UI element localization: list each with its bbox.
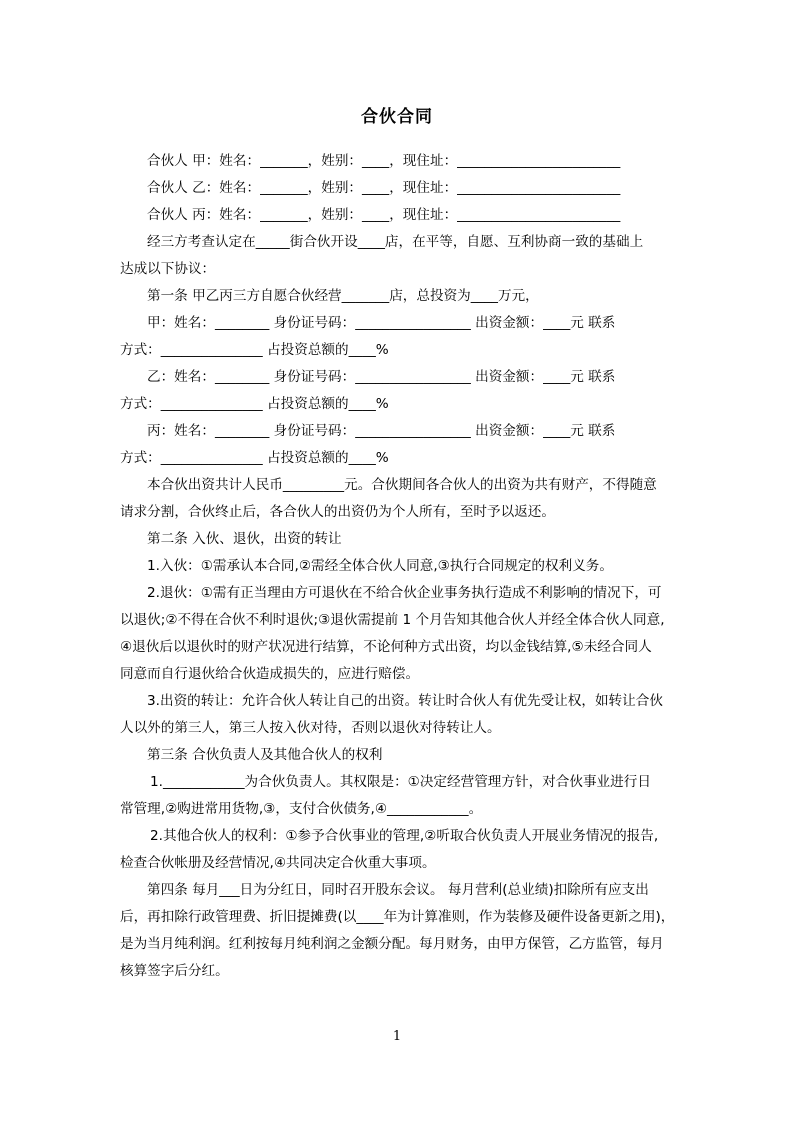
text-line: 丙：姓名：________ 身份证号码：_________________ 出资金额：____元 联系	[147, 423, 616, 439]
text-line: 合伙人 丙：姓名：_______，姓别：____，现住址：________________________	[147, 207, 621, 223]
text-line: 3.出资的转让：允许合伙人转让自己的出资。转让时合伙人有优先受让权，如转让合伙	[147, 693, 663, 709]
text-line: 以退伙;②不得在合伙不利时退伙;③退伙需提前 1 个月告知其他合伙人并经全体合伙人同意,	[120, 612, 665, 628]
text-line: 后，再扣除行政管理费、折旧提摊费(以____年为计算准则，作为装修及硬件设备更新之用)，	[120, 909, 675, 925]
text-line: 方式：_______________ 占投资总额的____%	[120, 450, 389, 466]
text-line: 经三方考查认定在_____街合伙开设____店，在平等，自愿、互利协商一致的基础上	[147, 234, 644, 250]
text-line: ④退伙后以退伙时的财产状况进行结算，不论何种方式出资，均以金钱结算,⑤未经合同人	[120, 639, 652, 655]
text-line: 常管理,②购进常用货物,③，支付合伙债务,④____________。	[120, 801, 483, 817]
text-line: 方式：_______________ 占投资总额的____%	[120, 396, 389, 412]
text-line: 第四条 每月___日为分红日，同时召开股东会议。 每月营利(总业绩)扣除所有应支出	[147, 882, 649, 898]
text-line: 第三条 合伙负责人及其他合伙人的权利	[147, 747, 383, 763]
contract-body	[120, 148, 676, 985]
text-line: 第二条 入伙、退伙，出资的转让	[147, 531, 342, 547]
text-line: 合伙人 甲：姓名：_______，姓别：____，现住址：________________________	[147, 153, 621, 169]
text-line: 达成以下协议：	[120, 261, 216, 277]
text-line: 2.退伙：①需有正当理由方可退伙在不给合伙企业事务执行造成不利影响的情况下，可	[147, 585, 662, 601]
text-line: 乙：姓名：________ 身份证号码：_________________ 出资金额：____元 联系	[147, 369, 616, 385]
text-line: 核算签字后分红。	[120, 963, 229, 979]
text-line: 方式：_______________ 占投资总额的____%	[120, 342, 389, 358]
text-line: 人以外的第三人，第三人按入伙对待，否则以退伙对待转让人。	[120, 720, 501, 736]
text-line: 2.其他合伙人的权利：①参予合伙事业的管理,②听取合伙负责人开展业务情况的报告,	[150, 828, 659, 844]
text-line: 请求分割，合伙终止后，各合伙人的出资仍为个人所有，至时予以返还。	[120, 504, 555, 520]
text-line: 1.入伙：①需承认本合同,②需经全体合伙人同意,③执行合同规定的权利义务。	[147, 558, 613, 574]
text-line: 合伙人 乙：姓名：_______，姓别：____，现住址：________________________	[147, 180, 621, 196]
text-line: 1.____________为合伙负责人。其权限是：①决定经营管理方针，对合伙事业进行日	[150, 774, 651, 790]
text-line: 是为当月纯利润。红利按每月纯利润之金额分配。每月财务，由甲方保管，乙方监管，每月	[120, 936, 664, 952]
text-line: 甲：姓名：________ 身份证号码：_________________ 出资金额：____元 联系	[147, 315, 616, 331]
page-number: 1	[392, 1029, 402, 1044]
text-line: 同意而自行退伙给合伙造成损失的，应进行赔偿。	[120, 666, 420, 682]
document-title: 合伙合同	[361, 107, 433, 127]
text-line: 第一条 甲乙丙三方自愿合伙经营_______店，总投资为____万元，	[147, 288, 539, 304]
text-line: 检查合伙帐册及经营情况,④共同决定合伙重大事项。	[120, 855, 436, 871]
text-line: 本合伙出资共计人民币_________元。合伙期间各合伙人的出资为共有财产，不得随意	[147, 477, 657, 493]
